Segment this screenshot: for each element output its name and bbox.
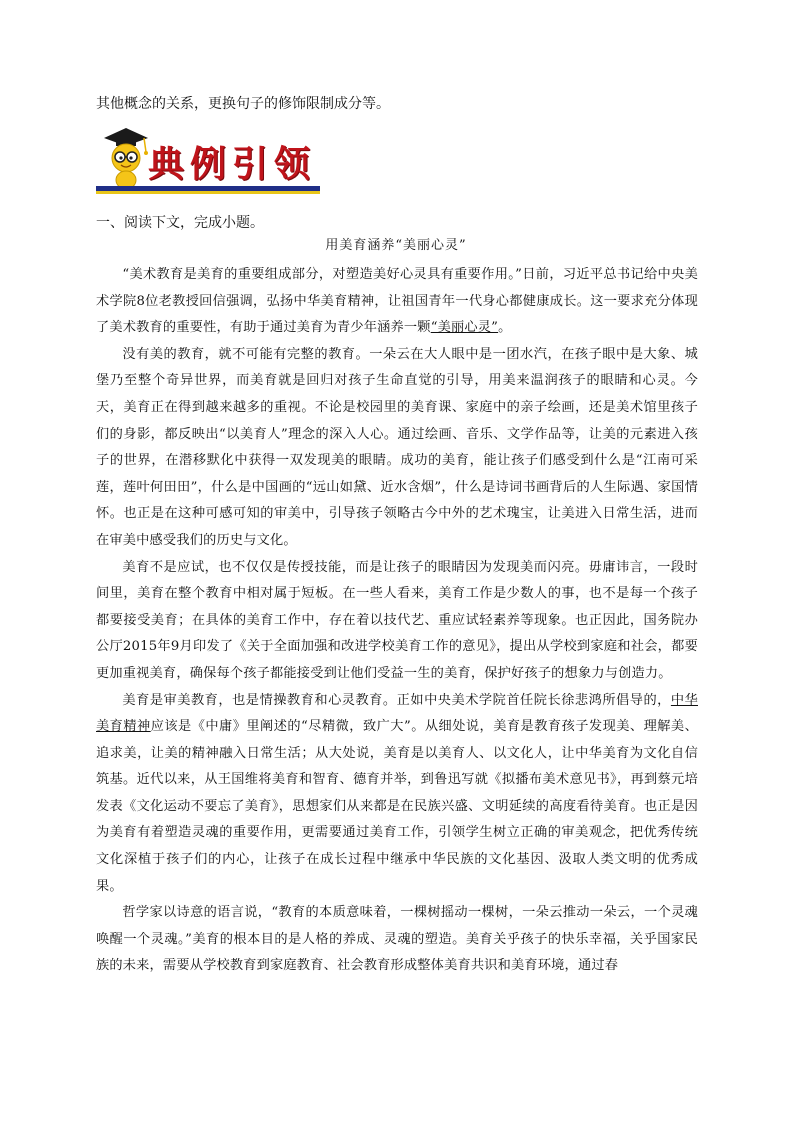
paragraph-text: 美育是审美教育，也是情操教育和心灵教育。正如中央美术学院首任院长徐悲鸿所倡导的，	[122, 692, 671, 708]
article-title: 用美育涵养“美丽心灵”	[325, 238, 467, 253]
banner-title: 典例引领	[148, 143, 317, 185]
article-paragraph-5: 哲学家以诗意的语言说，“教育的本质意味着，一棵树摇动一棵树，一朵云推动一朵云，一个灵魂唤醒一个灵魂。”美育的根本目的是人格的养成、灵魂的塑造。美育关乎孩子的快乐幸福，关乎国家民族的未来，需要从学校教育到家庭教育、社会教育形成整体美育共识和美育环境，通过春	[96, 905, 698, 974]
article-body	[96, 262, 698, 980]
section-banner	[96, 124, 320, 196]
question-instruction: 一、阅读下文，完成小题。	[96, 215, 264, 231]
underlined-phrase: 中华美育精神	[96, 692, 698, 735]
paragraph-text: 应该是《中庸》里阐述的“尽精微，致广大”。从细处说，美育是教育孩子发现美、理解美、追求美，让美的精神融入日常生活；从大处说，美育是以美育人、以文化人，让中华美育为文化自信筑基。近代以来，从王国维将美育和智育、德育并举，到鲁迅写就《拟播布美术意见书》，再到蔡元培发表《文化运动不要忘了美育》，思想家们从来都是在民族兴盛、文明延续的高度看待美育。也正是因为美育有着塑造灵魂的重要作用，更需要通过美育工作，引领学生树立正确的审美观念，把优秀传统文化深植于孩子们的内心，让孩子在成长过程中继承中华民族的文化基因、汲取人类文明的优秀成果。	[96, 719, 698, 894]
underlined-phrase: “美丽心灵”	[430, 320, 499, 336]
article-paragraph-1	[96, 262, 698, 342]
paragraph-text: “美术教育是美育的重要组成部分，对塑造美好心灵具有重要作用。”日前，习近平总书记给中央美术学院8位老教授回信强调，弘扬中华美育精神，让祖国青年一代身心都健康成长。这一要求充分体现了美术教育的重要性，有助于通过美育为青少年涵养一颗	[96, 267, 698, 336]
article-paragraph-2: 没有美的教育，就不可能有完整的教育。一朵云在大人眼中是一团水汽，在孩子眼中是大象、城堡乃至整个奇异世界，而美育就是回归对孩子生命直觉的引导，用美来温润孩子的眼睛和心灵。今天，美育正在得到越来越多的重视。不论是校园里的美育课、家庭中的亲子绘画，还是美术馆里孩子们的身影，都反映出“以美育人”理念的深入人心。通过绘画、音乐、文学作品等，让美的元素进入孩子的世界，在潜移默化中获得一双发现美的眼睛。成功的美育，能让孩子们感受到什么是“江南可采莲，莲叶何田田”，什么是中国画的“远山如黛、近水含烟”，什么是诗词书画背后的人生际遇、家国情怀。也正是在这种可感可知的审美中，引导孩子领略古今中外的艺术瑰宝，让美进入日常生活，进而在审美中感受我们的历史与文化。	[96, 346, 698, 548]
intro-line: 其他概念的关系，更换句子的修饰限制成分等。	[96, 96, 390, 112]
article-paragraph-3: 美育不是应试，也不仅仅是传授技能，而是让孩子的眼睛因为发现美而闪亮。毋庸讳言，一段时间里，美育在整个教育中相对属于短板。在一些人看来，美育工作是少数人的事，也不是每一个孩子都要接受美育；在具体的美育工作中，存在着以技代艺、重应试轻素养等现象。也正因此，国务院办公厅2015年9月印发了《关于全面加强和改进学校美育工作的意见》，提出从学校到家庭和社会，都要更加重视美育，确保每个孩子都能接受到让他们受益一生的美育，保护好孩子的想象力与创造力。	[96, 559, 698, 681]
paragraph-text: 。	[498, 320, 512, 336]
mascot-graduate-icon	[96, 124, 156, 194]
banner-underline-yellow	[96, 191, 320, 194]
article-paragraph-4	[96, 688, 698, 901]
